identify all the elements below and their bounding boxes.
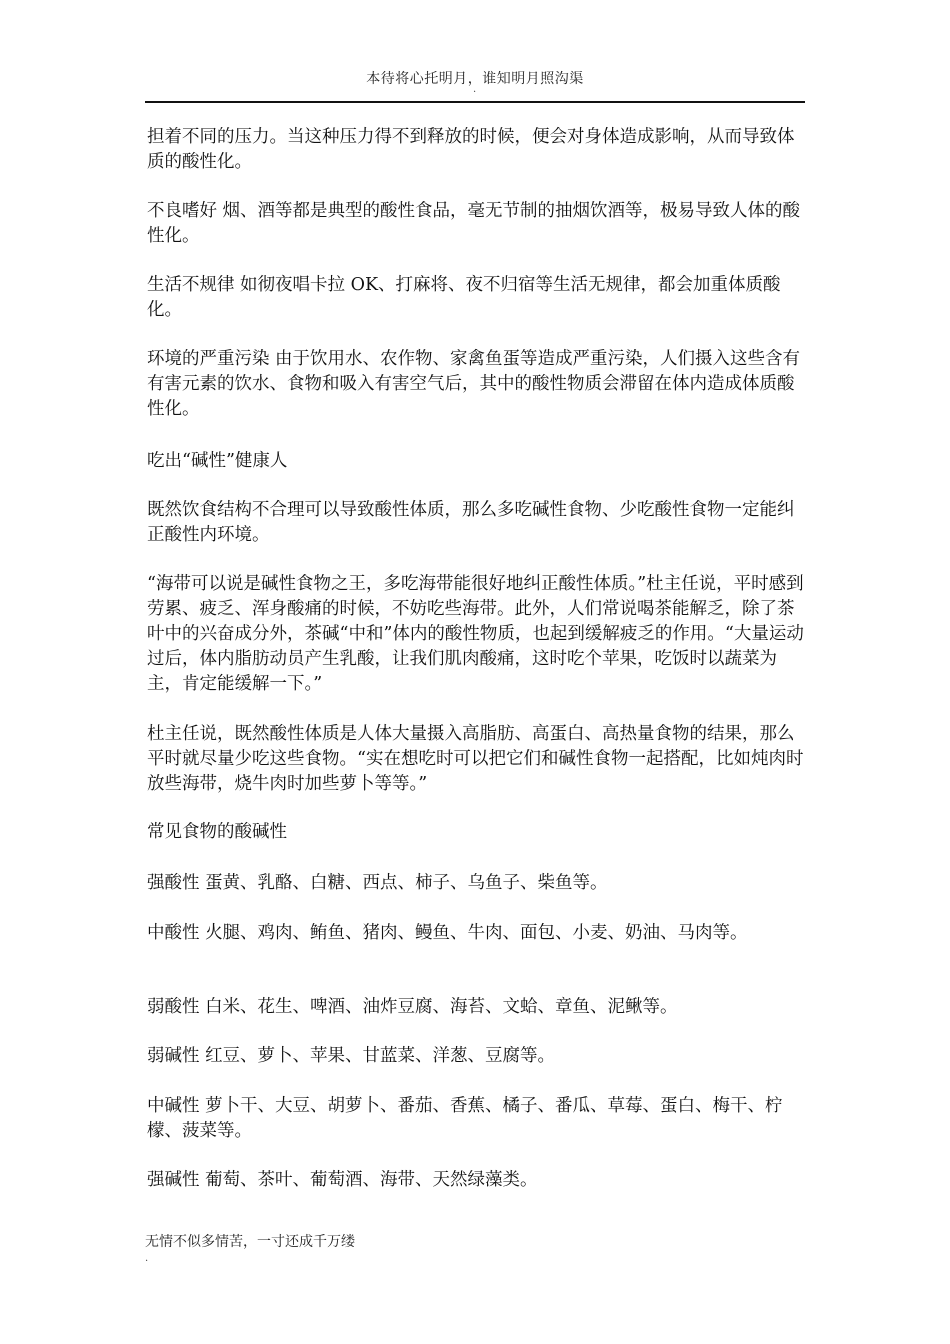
paragraph-pressure: 担着不同的压力。当这种压力得不到释放的时候，便会对身体造成影响，从而导致体质的酸性化。: [147, 127, 795, 172]
paragraph-weak-alkaline: 弱碱性 红豆、萝卜、苹果、甘蓝菜、洋葱、豆腐等。: [147, 1046, 556, 1066]
paragraph-medium-alkaline: 中碱性 萝卜干、大豆、胡萝卜、番茄、香蕉、橘子、番瓜、草莓、蛋白、梅干、柠檬、菠菜等。: [147, 1096, 783, 1141]
paragraph-irregular-life: 生活不规律 如彻夜唱卡拉 OK、打麻将、夜不归宿等生活无规律，都会加重体质酸化。: [147, 275, 781, 320]
paragraph-seaweed: “海带可以说是碱性食物之王，多吃海带能很好地纠正酸性体质。”杜主任说，平时感到劳累、疲乏、浑身酸痛的时候，不妨吃些海带。此外，人们常说喝茶能解乏，除了茶叶中的兴奋成分外，茶碱“中和”体内的酸性物质，也起到缓解疲乏的作用。“大量运动过后，体内脂肪动员产生乳酸，让我们肌肉酸痛，这时吃个苹果，吃饭时以蔬菜为主，肯定能缓解一下。”: [147, 574, 804, 694]
header-rule: [145, 101, 805, 103]
paragraph-strong-acid: 强酸性 蛋黄、乳酪、白糖、西点、柿子、乌鱼子、柴鱼等。: [147, 873, 608, 893]
footer-text: 无情不似多情苦，一寸还成千万缕: [145, 1234, 355, 1250]
paragraph-strong-alkaline: 强碱性 葡萄、茶叶、葡萄酒、海带、天然绿藻类。: [147, 1170, 538, 1190]
paragraph-director-advice: 杜主任说，既然酸性体质是人体大量摄入高脂肪、高蛋白、高热量食物的结果，那么平时就尽量少吃这些食物。“实在想吃时可以把它们和碱性食物一起搭配，比如炖肉时放些海带，烧牛肉时加些萝卜等等。”: [147, 724, 804, 794]
section-heading-alkaline: 吃出“碱性”健康人: [147, 451, 288, 471]
paragraph-bad-habits: 不良嗜好 烟、酒等都是典型的酸性食品，毫无节制的抽烟饮酒等，极易导致人体的酸性化。: [147, 201, 801, 246]
paragraph-diet-structure: 既然饮食结构不合理可以导致酸性体质，那么多吃碱性食物、少吃酸性食物一定能纠正酸性内环境。: [147, 500, 795, 545]
paragraph-weak-acid: 弱酸性 白米、花生、啤酒、油炸豆腐、海苔、文蛤、章鱼、泥鳅等。: [147, 997, 678, 1017]
section-heading-food-ph: 常见食物的酸碱性: [147, 822, 287, 842]
paragraph-medium-acid: 中酸性 火腿、鸡肉、鲔鱼、猪肉、鳗鱼、牛肉、面包、小麦、奶油、马肉等。: [147, 923, 748, 943]
header-dot: .: [473, 84, 477, 95]
footer-dot: .: [145, 1253, 149, 1264]
paragraph-pollution: 环境的严重污染 由于饮用水、农作物、家禽鱼蛋等造成严重污染，人们摄入这些含有有害元素的饮水、食物和吸入有害空气后，其中的酸性物质会滞留在体内造成体质酸性化。: [147, 349, 801, 419]
header-text: 本待将心托明月，谁知明月照沟渠: [366, 71, 584, 87]
